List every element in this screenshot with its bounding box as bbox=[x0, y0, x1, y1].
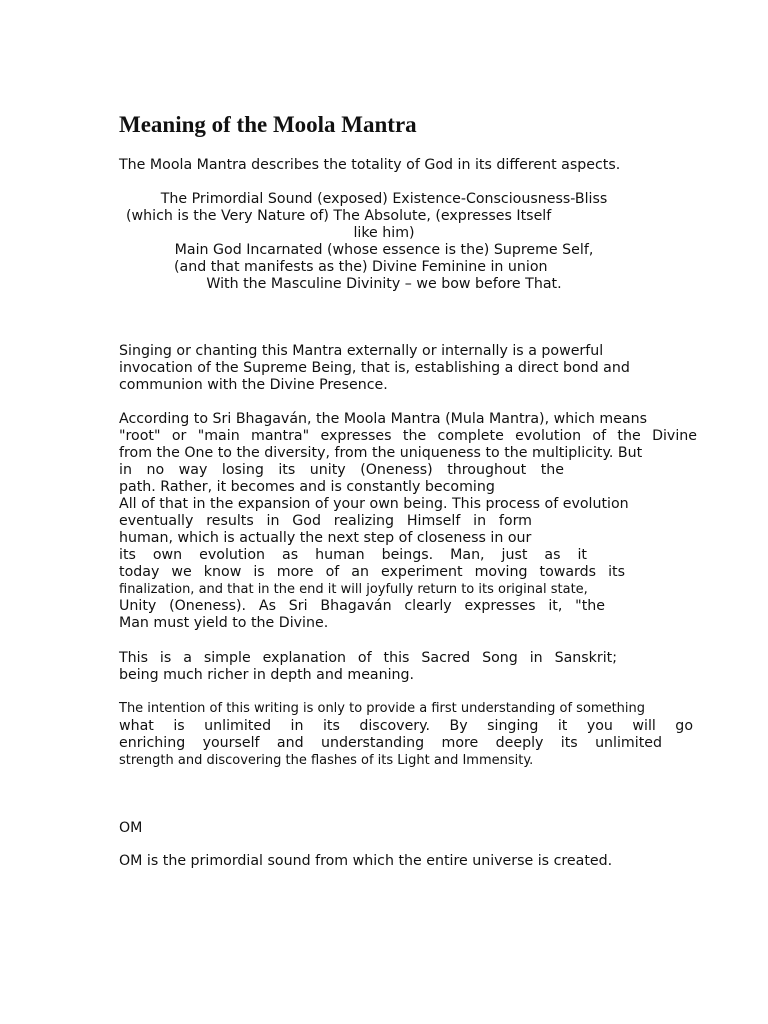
paragraph-line: what is unlimited in its discovery. By singing it you will go bbox=[119, 718, 693, 734]
mantra-line: (and that manifests as the) Divine Feminine in union bbox=[174, 259, 548, 275]
paragraph-line: "root" or "main mantra" expresses the complete evolution of the Divine bbox=[119, 428, 697, 444]
paragraph-line: path. Rather, it becomes and is constantly becoming bbox=[119, 479, 495, 495]
paragraph-line: finalization, and that in the end it will joyfully return to its original state, bbox=[119, 582, 588, 597]
paragraph-line: being much richer in depth and meaning. bbox=[119, 667, 415, 683]
mantra-line: The Primordial Sound (exposed) Existence-Consciousness-Bliss bbox=[160, 191, 608, 207]
paragraph-line: According to Sri Bhagaván, the Moola Mantra (Mula Mantra), which means bbox=[119, 411, 648, 427]
paragraph-line: This is a simple explanation of this Sacred Song in Sanskrit; bbox=[119, 650, 617, 666]
mantra-line: like him) bbox=[353, 225, 415, 241]
paragraph-line: its own evolution as human beings. Man, just as it bbox=[119, 547, 587, 563]
paragraph-line: from the One to the diversity, from the uniqueness to the multiplicity. But bbox=[119, 445, 643, 461]
paragraph-line: Unity (Oneness). As Sri Bhagaván clearly expresses it, "the bbox=[119, 598, 605, 614]
paragraph-line: communion with the Divine Presence. bbox=[119, 377, 388, 393]
paragraph-line: strength and discovering the flashes of its Light and Immensity. bbox=[119, 753, 534, 768]
paragraph-line: Singing or chanting this Mantra externally or internally is a powerful bbox=[119, 343, 604, 359]
paragraph-line: human, which is actually the next step of closeness in our bbox=[119, 530, 532, 546]
mantra-line: With the Masculine Divinity – we bow before That. bbox=[206, 276, 562, 292]
mantra-line: Main God Incarnated (whose essence is the) Supreme Self, bbox=[174, 242, 594, 258]
paragraph-line: The intention of this writing is only to provide a first understanding of something bbox=[119, 701, 646, 716]
mantra-line: (which is the Very Nature of) The Absolute, (expresses Itself bbox=[126, 208, 552, 224]
paragraph-line: in no way losing its unity (Oneness) throughout the bbox=[119, 462, 564, 478]
paragraph-line: today we know is more of an experiment moving towards its bbox=[119, 564, 625, 580]
paragraph-line: Man must yield to the Divine. bbox=[119, 615, 329, 631]
paragraph-line: enriching yourself and understanding more deeply its unlimited bbox=[119, 735, 662, 751]
document-title: Meaning of the Moola Mantra bbox=[119, 112, 417, 137]
paragraph-line: All of that in the expansion of your own being. This process of evolution bbox=[119, 496, 629, 512]
paragraph-line: invocation of the Supreme Being, that is, establishing a direct bond and bbox=[119, 360, 630, 376]
section-heading: OM bbox=[119, 820, 143, 836]
intro-text: The Moola Mantra describes the totality of God in its different aspects. bbox=[119, 157, 621, 173]
section-text: OM is the primordial sound from which the entire universe is created. bbox=[119, 853, 613, 869]
paragraph-line: eventually results in God realizing Himself in form bbox=[119, 513, 532, 529]
